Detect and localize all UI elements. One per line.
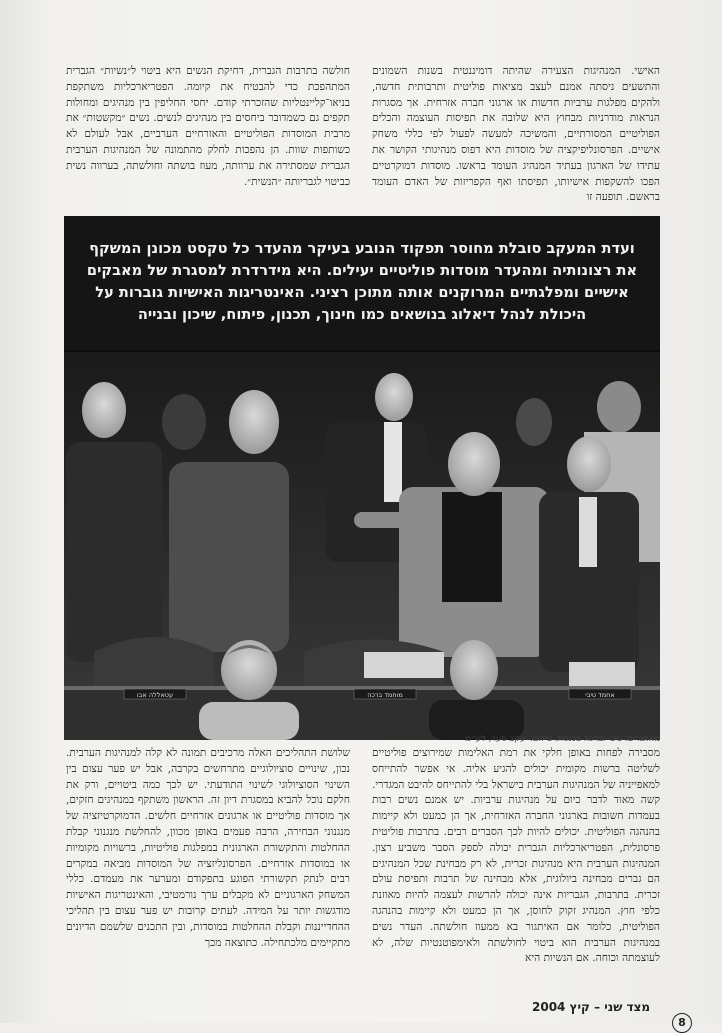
pull-quote: ועדת המעקב סובלת מחוסר תפקוד הנובע בעיקר מהעדר כל טקסט מכונן המשקף את רצונותיה ומהעדר מוסדות פוליטיים יעילים. היא מידרדרת למסגרת של מאבקים אישיים ומפלגתיים המרוקנים אותה מתוכן רציני. האינטריגות האישיות גוברות על היכולת לנהל דיאלוג בנושאים כמו חינוך, תכנון, פיתוח, שיכון ובנייה bbox=[64, 216, 660, 350]
article-column-bottom-left: שלושת התהליכים האלה מרכיבים תמונה לא קלה למנהיגות הערבית. נכון, שינויים סוציולוגיים מתרחשים בקרבה, אבל יש פער עצום בין השינוי הסוציולוגי לשינוי התודעתי. יש לכך כמה ביטויים, ורק את חלקם נוכל להביא במסגרת דיון זה. הראשון משתקף במנהיגים חזקים, אך מוסדות פוליטיים או ארגונים אזרחיים חלשים. הדמוקרטיזציה של מנגנוני הבחירה, הרבה פעמים באופן מכוון, להחלשת מנגנוני קבלת ההחלטות והתקשורת הארגונית במפלגות פוליטיות, ברשויות מקומיות או במוסדות אזרחיים. הפרסונליזציה של המוסדות מביאה במקרים רבים לנתק תקשורתי הפוגע בתפקודם ומערער את מעמדם. כללי המשחק הארגוניים לא מקבלים ערך נורמטיבי, והאינטריגות האישיות מודגשות יותר על המידה. לעתים קרובות יש פער עצום בין תהליכי ההחדייננות וקבלת ההחלטות במוסדות, ובין התכנים שלשמם הדיונים מתקיימים מלכתחילה. כתוצאה מכך bbox=[66, 747, 350, 949]
desk-sign-text-1: עטאללה אבו bbox=[136, 691, 174, 699]
article-column-top-left: חולשה בתרבות הגברית, דחיקת הנשים היא ביטוי ל״נשיות״ הגברית המתהפכת כדי להבטיח את קיומה. הפטריארכליות משתקפת בניאו־קליינטליות שהזכרתי קודם. יחסי החליפין בין מנהיגים ומחולות תקפים גם כשמדובר ביחסים בין מנהיגים לנשים. נשים ״מקשטות״ את מרבית המוסדות הפוליטיים והאזרחיים הערביים, אבל לעולם לא כשותפות שוות. הן נהפכות לחלק מהתמונה של המנהיגות הערבית הגברית שמסתירה את ערוותה, מעוז בושתה וחולשתה, בערווה נשית כביטוי לגבריותה ״הנשית״. bbox=[66, 65, 350, 188]
article-column-bottom-right: מסבירה לפחות באופן חלקי את רמת האלימות שמירוצים פוליטיים לשליטה ברשות מקומית יכולים להגיע אליה. אי אפשר להתייחס למאפייניה של המנהיגות הערבית בישראל בלי להתייחס להיבט המגדרי. קשה מאוד לדבר כיום על מנהיגות ערביות. יש אמנם נשים רבות בעמדות חשובות בארגוני החברה האזרחית, אך הן כמעט ולא קיימות בהנהגה הפוליטית. יכולים להיות לכך הסברים רבים. בתרבות פוליטית פרסונלית, הפטריארכליות הגברית יכולה לספק הסבר משביע רצון. המנהיגות הערבית היא מנהיגות זכרית, לא רק מבחינת שכל המנהיגים הם גברים מבחינה ביולוגית, אלא מבחינה של תרבות ותפיסת עולם זכרית. בתרבות, הגבריות אינה יכולה להרשות לעצמה להיות מאוזנת כלפי חוץ. המנהיג זקוק לחוסן, אך הן כמעט ולא קיימות בהנהגה הפוליטית, כלומר אם האיתגור בא ממעוז חולשתה. העדר נשים במנהיגות הערבית הוא ביטוי לחולשתה ולאימפוטנטיות שלה, לא לעוצמתה וכוחה. אם הנשיות היא bbox=[372, 747, 660, 965]
photo-block bbox=[64, 216, 660, 740]
desk-sign-text-2: מוחמד ברכה bbox=[367, 691, 403, 699]
magazine-issue-footer: מצד שני – קיץ 2004 bbox=[532, 1000, 651, 1014]
photo-caption: מאתגרים: טיבי וברכה בכנסת. צילום: יעקב סער, לע״מ bbox=[464, 733, 660, 743]
desk-sign-text-3: אחמד טיבי bbox=[585, 691, 615, 699]
knesset-photo bbox=[64, 352, 660, 740]
article-column-top-right: האישי. המנהיגות הצעירה שהיתה דומיננטית בשנות השמונים והתשעים ניסתה אמנם לעצב מציאות פוליטית ותרבותית חדשה, ולהקים מפלגות ערביות חדשות או ארגוני חברה אזרחית. אך מסגרות הנראות מודרניות מבחוץ היא שלובה את תפיסות העוצמה והכלים הפוליטיים המסורתיים, והמשיכה למעשה לפעול לפי כללי משחק אישיים. הפרסונליפיקציה של מוסדות היא דפוס מנהיגותי הקושר את עתידו של הארגון בעתיד המנהיג העומד בראשו. מוסדות דמוקרטיים הפכו להשקפות אישיותו, תפיסתו ואף הקפריזות של האדם העומד בראשם. תופעה זו bbox=[372, 65, 660, 204]
page-number: 8 bbox=[672, 1013, 692, 1033]
